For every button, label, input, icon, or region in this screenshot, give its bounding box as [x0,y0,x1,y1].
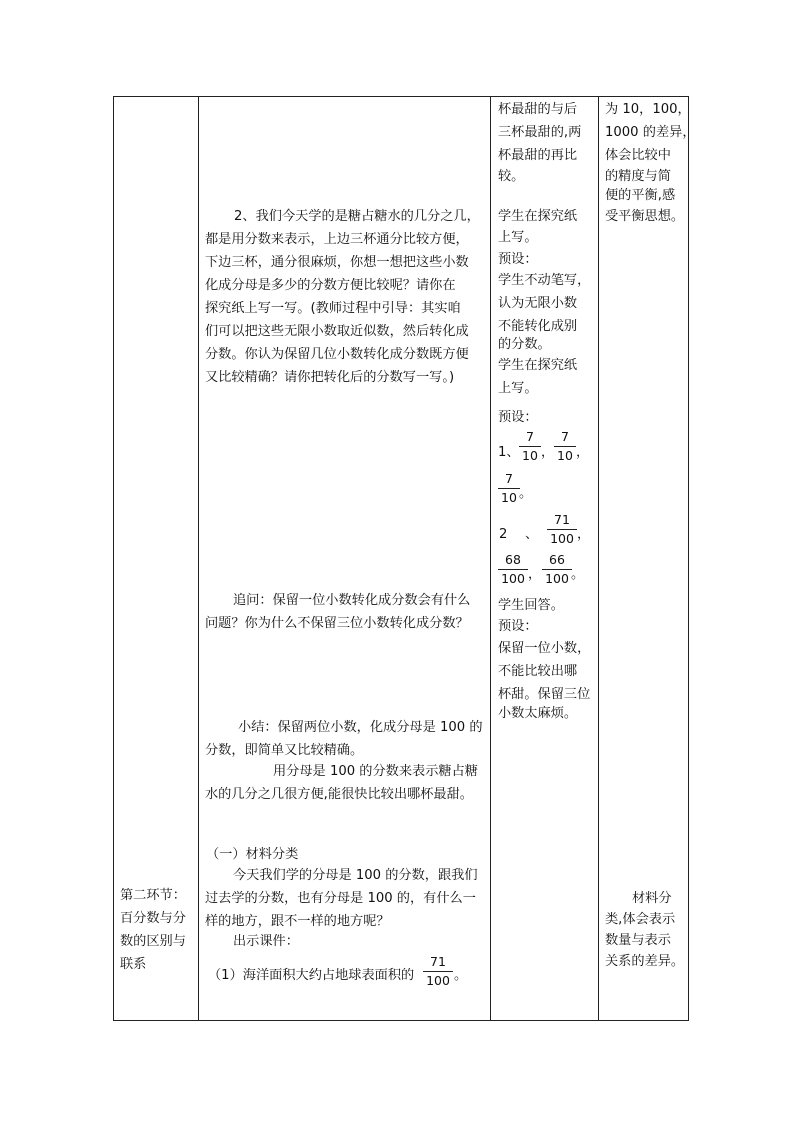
summary-line: 分数，即简单又比较精确。 [205,743,364,758]
fraction [519,430,541,465]
fraction-numerator: 7 [498,472,520,489]
student-line: 杯甜。保留三位 [498,687,591,702]
summary-line: 小结：保留两位小数，化成分母是 100 的 [238,720,483,735]
student-line: 学生在探究纸 [498,358,578,373]
student-line: 小数太麻烦。 [498,706,578,721]
fraction-denominator: 10 [522,448,538,463]
intro-line: 都是用分数来表示，上边三杯通分比较方便， [205,232,469,247]
fraction-numerator: 66 [542,553,572,570]
fraction-numerator: 7 [519,430,541,447]
fraction-numerator: 71 [423,955,453,972]
comma: ， [541,445,555,460]
student-line: 较。 [498,169,525,184]
student-line: 的分数。 [498,337,551,352]
fraction-denominator: 100 [550,531,574,546]
fraction-denominator: 10 [501,490,517,505]
preset-label: 预设： [498,410,538,425]
material-title: （一）材料分类 [206,847,299,862]
fraction-numerator: 7 [554,430,576,447]
followup-line: 问题？你为什么不保留三位小数转化成分数？ [205,616,469,631]
intent-line: 材料分 [632,891,672,906]
fraction [547,513,577,548]
student-line: 杯最甜的再比 [498,148,578,163]
fraction [542,553,572,588]
column-divider [598,97,599,1020]
item-separator: 、 [525,527,539,542]
student-line: 杯最甜的与后 [498,102,578,117]
section-label-line: 第二环节： [120,888,186,903]
item-label: 2 [499,527,508,542]
intro-line: 2、我们今天学的是糖占糖水的几分之几， [234,209,480,224]
section-label-line: 数的区别与 [120,934,186,949]
intent-line: 关系的差异。 [605,954,685,969]
material-line: 今天我们学的分母是 100 的分数，跟我们 [233,868,478,883]
student-line: 上写。 [498,230,538,245]
intro-line: 又比较精确？请你把转化后的分数写一写。) [205,370,455,385]
student-line: 上写。 [498,381,538,396]
student-line: 不能转化成别 [498,319,578,334]
student-answer: 学生回答。 [498,598,564,613]
column-divider [490,97,491,1020]
student-line: 三杯最甜的,两 [498,125,582,140]
summary-line: 用分母是 100 的分数来表示糖占糖 [273,764,478,779]
item-label: 1、 [498,445,520,460]
fraction-numerator: 71 [547,513,577,530]
intent-line: 1000 的差异， [605,125,696,140]
intro-line: 化成分母是多少的分数方便比较呢？请你在 [205,278,456,293]
material-line: 出示课件： [233,934,299,949]
section-label-line: 联系 [120,957,147,972]
intent-line: 体会比较中 [605,148,671,163]
intro-line: 探究纸上写一写。(教师过程中引导：其实咱 [205,301,461,316]
intro-line: 下边三杯，通分很麻烦，你想一想把这些小数 [205,255,469,270]
period: 。 [519,486,533,501]
comma: ， [528,567,542,582]
student-line: 保留一位小数， [498,641,591,656]
section-label-line: 百分数与分 [120,911,186,926]
followup-line: 追问：保留一位小数转化成分数会有什么 [233,593,471,608]
material-line: 样的地方，跟不一样的地方呢？ [205,914,390,929]
fraction [498,553,528,588]
fraction [423,955,453,990]
example-period: 。 [454,968,468,983]
student-line: 不能比较出哪 [498,664,578,679]
comma: ， [576,445,590,460]
preset-label: 预设： [498,619,538,634]
fraction [498,472,520,507]
fraction [554,430,576,465]
example-text: （1）海洋面积大约占地球表面积的 [208,968,415,983]
intent-line: 受平衡思想。 [605,209,685,224]
intro-line: 分数。你认为保留几位小数转化成分数既方便 [205,347,469,362]
summary-line: 水的几分之几很方便,能很快比较出哪杯最甜。 [205,787,473,802]
student-line: 学生在探究纸 [498,209,578,224]
fraction-denominator: 100 [426,973,450,988]
intent-line: 数量与表示 [605,933,671,948]
student-line: 认为无限小数 [498,296,578,311]
fraction-denominator: 100 [501,571,525,586]
fraction-denominator: 100 [545,571,569,586]
intent-line: 类,体会表示 [605,912,676,927]
intent-line: 的精度与简 [605,169,671,184]
comma: ， [577,527,591,542]
intent-line: 为 10，100， [605,102,691,117]
intro-line: 们可以把这些无限小数取近似数，然后转化成 [205,324,469,339]
column-divider [198,97,199,1020]
fraction-numerator: 68 [498,553,528,570]
preset-label: 预设： [498,252,538,267]
period: 。 [571,567,585,582]
student-line: 学生不动笔写， [498,273,591,288]
fraction-denominator: 10 [557,448,573,463]
intent-line: 便的平衡,感 [605,188,676,203]
material-line: 过去学的分数，也有分母是 100 的，有什么一 [205,891,476,906]
